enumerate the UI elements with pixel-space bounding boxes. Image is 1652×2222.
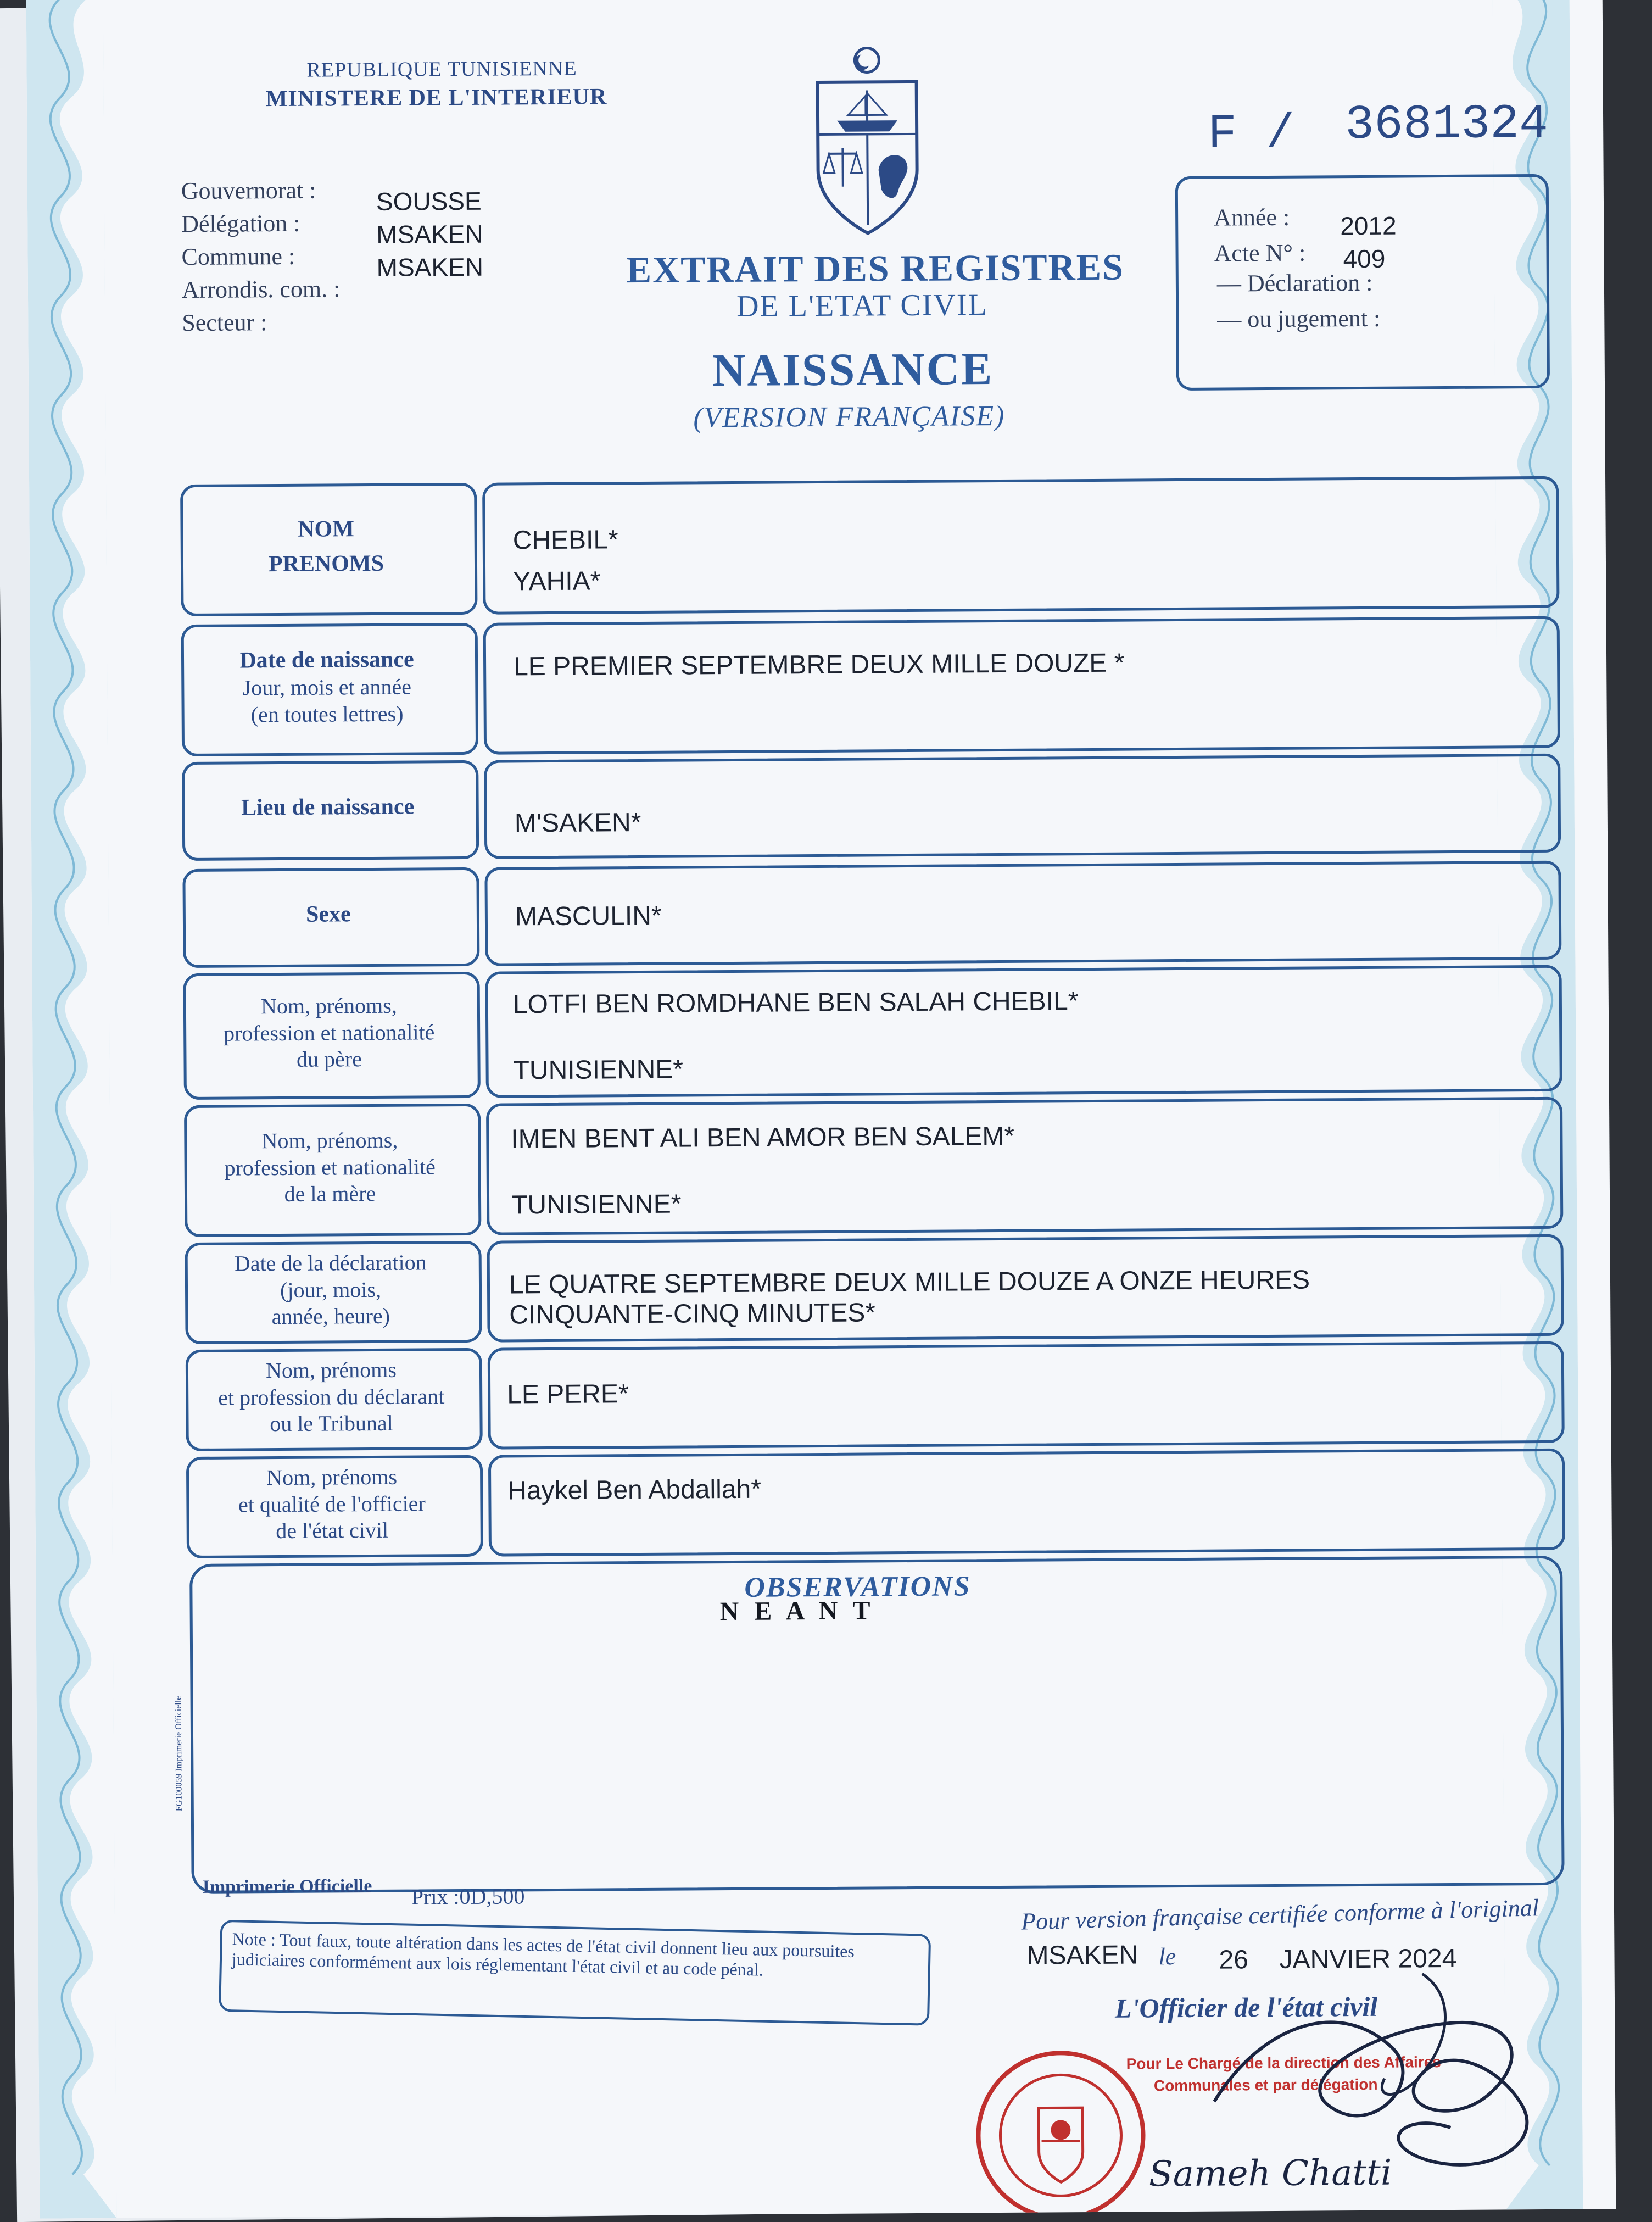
delegation-label: Délégation : (181, 209, 300, 238)
legal-note-text: Note : Tout faux, toute altération dans les actes de l'état civil donnent lieu aux poursuites judiciaires conformément aux lois réglementant l'état civil et au code pénal. (232, 1929, 855, 1979)
legal-note-box (219, 1920, 931, 2026)
declaration-value-line2: CINQUANTE-CINQ MINUTES* (509, 1296, 875, 1332)
declarant-value: LE PERE* (507, 1377, 629, 1412)
side-print-code: FG100059 Imprimerie Officielle (174, 1696, 185, 1812)
officier-label-line2: et qualité de l'officier (238, 1490, 426, 1518)
date-naissance-label-line1: Date de naissance (239, 645, 414, 675)
mere-label-line1: Nom, prénoms, (261, 1127, 398, 1155)
lieu-naissance-value: M'SAKEN* (515, 806, 641, 841)
le-label: le (1158, 1942, 1176, 1970)
prix-label: Prix :0D,500 (411, 1883, 525, 1909)
pere-nationality-value: TUNISIENNE* (513, 1053, 683, 1088)
date-day-value: 26 (1219, 1945, 1248, 1975)
certification-text: Pour version française certifiée conforme à l'original (1021, 1894, 1539, 1935)
left-guilloche-border (26, 0, 117, 2219)
acte-no-label: Acte N° : (1214, 239, 1305, 268)
officier-value: Haykel Ben Abdallah* (507, 1473, 761, 1508)
annee-label: Année : (1214, 203, 1290, 232)
sexe-label (185, 870, 471, 960)
declaration-label-line1: Date de la déclaration (235, 1249, 427, 1277)
date-naissance-label-line2: Jour, mois et année (243, 673, 412, 701)
serial-number: 3681324 (1345, 97, 1548, 153)
commune-value: MSAKEN (377, 252, 484, 282)
date-naissance-label-line3: (en toutes lettres) (251, 700, 404, 728)
observations-box (189, 1556, 1565, 1894)
gouvernorat-value: SOUSSE (376, 186, 482, 216)
prenoms-label: PRENOMS (269, 550, 384, 579)
declarant-label (188, 1350, 475, 1445)
mere-label-line3: de la mère (284, 1180, 376, 1208)
sexe-label-text: Sexe (306, 901, 351, 929)
title-etat-civil: DE L'ETAT CIVIL (736, 287, 988, 324)
mere-label (187, 1106, 473, 1229)
birth-certificate-document (26, 0, 1616, 2219)
declaration-label-line3: année, heure) (271, 1303, 390, 1330)
mere-name-value: IMEN BENT ALI BEN AMOR BEN SALEM* (511, 1120, 1014, 1157)
declaration-value-line1: LE QUATRE SEPTEMBRE DEUX MILLE DOUZE A ONZE HEURES (509, 1263, 1310, 1302)
nom-prenoms-label (183, 486, 469, 608)
pere-label-line3: du père (297, 1046, 362, 1073)
declarant-label-line1: Nom, prénoms (266, 1357, 397, 1384)
date-month-year-value: JANVIER 2024 (1279, 1943, 1456, 1975)
pere-label (186, 974, 472, 1091)
title-extrait: EXTRAIT DES REGISTRES (626, 246, 1124, 292)
date-naissance-value: LE PREMIER SEPTEMBRE DEUX MILLE DOUZE * (514, 647, 1125, 684)
serial-prefix: F / (1208, 107, 1295, 162)
pere-label-line2: profession et nationalité (224, 1019, 435, 1047)
officier-label (189, 1457, 475, 1552)
ministere-header: MINISTERE DE L'INTERIEUR (266, 83, 607, 112)
lieu-naissance-label (185, 763, 471, 853)
nom-value: CHEBIL* (513, 523, 618, 558)
arrondissement-label: Arrondis. com. : (182, 275, 341, 304)
row-date-naissance-value-box (483, 616, 1560, 755)
pere-name-value: LOTFI BEN ROMDHANE BEN SALAH CHEBIL* (513, 984, 1079, 1022)
title-naissance: NAISSANCE (712, 342, 994, 397)
annee-value: 2012 (1340, 211, 1397, 241)
delegation-stamp-line2: Communales et par délégation (1154, 2076, 1378, 2095)
officer-title: L'Officier de l'état civil (1115, 1991, 1377, 2024)
observations-value: N E A N T (719, 1595, 874, 1627)
mere-nationality-value: TUNISIENNE* (511, 1188, 682, 1223)
lieu-naissance-label-text: Lieu de naissance (241, 793, 414, 822)
imprimerie-label: Imprimerie Officielle (203, 1876, 372, 1898)
declarant-label-line3: ou le Tribunal (270, 1410, 393, 1438)
commune-label: Commune : (181, 242, 295, 271)
gouvernorat-label: Gouvernorat : (181, 176, 316, 205)
secteur-label: Secteur : (182, 308, 267, 337)
date-declaration-label (188, 1243, 474, 1338)
sexe-value: MASCULIN* (515, 899, 662, 934)
republique-header: REPUBLIQUE TUNISIENNE (306, 57, 577, 82)
row-lieu-value-box (484, 754, 1561, 859)
row-nom-value-box (482, 476, 1559, 615)
place-value: MSAKEN (1026, 1940, 1138, 1971)
acte-no-value: 409 (1343, 244, 1385, 274)
delegation-stamp-line1: Pour Le Chargé de la direction des Affaires (1126, 2053, 1441, 2073)
nom-label: NOM (298, 515, 354, 544)
jugement-label: — ou jugement : (1217, 304, 1380, 333)
declaration-label: — Déclaration : (1217, 269, 1373, 298)
pere-label-line1: Nom, prénoms, (261, 993, 397, 1020)
title-version-francaise: (VERSION FRANÇAISE) (693, 400, 1005, 434)
officer-signature-name: Sameh Chatti (1149, 2153, 1392, 2195)
officier-label-line3: de l'état civil (276, 1517, 388, 1545)
declaration-label-line2: (jour, mois, (280, 1276, 381, 1304)
mere-label-line2: profession et nationalité (224, 1154, 436, 1182)
municipal-seal-icon (973, 2047, 1149, 2218)
officier-label-line1: Nom, prénoms (266, 1464, 397, 1491)
prenoms-value: YAHIA* (513, 564, 601, 599)
row-declarant-value-box (488, 1341, 1565, 1450)
coat-of-arms-icon (803, 43, 931, 242)
delegation-value: MSAKEN (376, 219, 483, 249)
declarant-label-line2: et profession du déclarant (218, 1383, 444, 1411)
date-naissance-label (184, 626, 470, 748)
observations-title: OBSERVATIONS (744, 1570, 971, 1604)
